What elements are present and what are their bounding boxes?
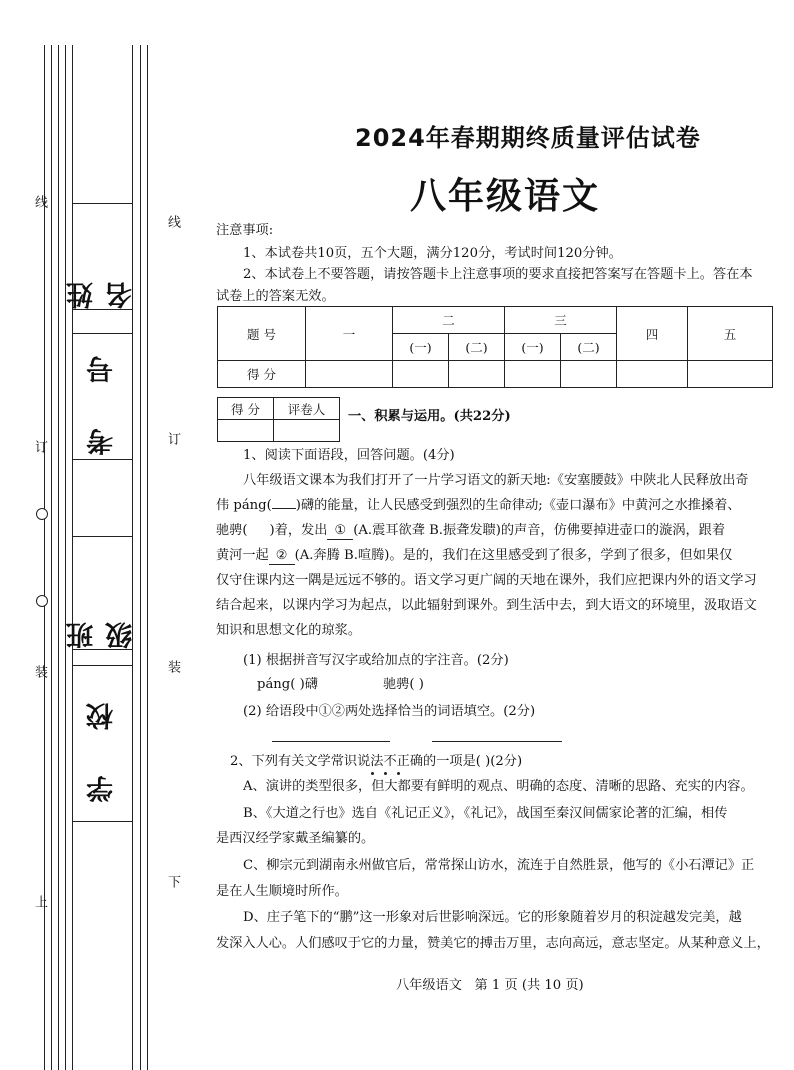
grader-score-cell[interactable]	[218, 420, 274, 442]
passage-line-4-a: 黄河一起	[216, 548, 269, 563]
option-a[interactable]: A、演讲的类型很多，但大都要有鲜明的观点、明确的态度、清晰的思路、充实的内容。	[243, 779, 754, 794]
answer-line-1[interactable]	[272, 741, 390, 742]
option-d-line-2[interactable]: 发深入人心。人们感叹于它的力量，赞美它的搏击万里，志向高远，意志坚定。从某种意义上，	[216, 936, 770, 951]
blank-1-marker: ①	[334, 523, 347, 538]
score-cell-3-2[interactable]	[561, 361, 617, 388]
sub-question-1-item-b[interactable]: 驰骋( )	[383, 677, 424, 692]
exam-number-field-label: 考 号	[86, 337, 118, 456]
class-field-label: 班 级	[67, 604, 137, 649]
passage-line-5: 仅守住课内这一隅是远远不够的。语文学习更广阔的天地在课外，我们应把课内外的语文学习	[216, 573, 757, 588]
school-field[interactable]	[72, 665, 133, 822]
school-field-label: 学 校	[86, 684, 118, 803]
option-c-line-1[interactable]: C、柳宗元到湖南永州做官后，常常探山访水，流连于自然胜景，他写的《小石潭记》正	[243, 858, 755, 873]
notice-item-1: 1、本试卷共10页，五个大题，满分120分，考试时间120分钟。	[243, 246, 622, 261]
binding-label-right-ding: 订	[165, 432, 180, 445]
binding-label-right-zhuang: 装	[165, 660, 180, 673]
score-cell-5[interactable]	[688, 361, 773, 388]
score-table-col-5: 五	[688, 307, 773, 361]
emphasis-dot-1	[371, 772, 374, 775]
exam-number-field[interactable]	[72, 333, 133, 460]
binding-label-left-zhuang: 装	[32, 665, 47, 678]
passage-line-3-d: (A.震耳欲聋 B.振聋发聩)的声音，仿佛要掉进壶口的漩涡，跟着	[353, 523, 726, 538]
name-field-label: 姓 名	[67, 264, 137, 309]
blank-2[interactable]	[269, 548, 295, 565]
grader-name-label: 评卷人	[274, 398, 340, 420]
pinyin-blank-1[interactable]	[272, 508, 296, 509]
passage-line-2-b: )礴的能量，让人民感受到强烈的生命律动;《壶口瀑布》中黄河之水推搡着、	[295, 498, 741, 513]
blank-1[interactable]	[327, 523, 353, 540]
passage-line-4	[216, 548, 732, 565]
binding-label-right-xia: 下	[165, 875, 180, 888]
page-footer: 八年级语文 第 1 页 (共 10 页)	[396, 978, 584, 993]
binding-line-2	[51, 45, 52, 1070]
option-d-line-1[interactable]: D、庄子笔下的“鹏”这一形象对后世影响深远。它的形象随着岁月的积淀越发完美，越	[243, 910, 742, 925]
score-cell-2-1[interactable]	[393, 361, 449, 388]
passage-line-7: 知识和思想文化的琼浆。	[216, 623, 362, 638]
passage-line-6: 结合起来，以课内学习为起点，以此辐射到课外。到生活中去，到大语文的环境里，汲取语文	[216, 598, 757, 613]
name-field[interactable]	[67, 203, 137, 310]
blank-2-marker: ②	[275, 548, 288, 563]
notice-item-2-line-2: 试卷上的答案无效。	[216, 289, 335, 304]
binding-line-8	[147, 45, 148, 1070]
answer-line-2[interactable]	[432, 741, 562, 742]
exam-title: 2024年春期期终质量评估试卷	[355, 124, 701, 152]
score-table-sub-3-2: (二)	[561, 334, 617, 361]
binding-hole-2	[36, 595, 48, 607]
grader-score-label: 得 分	[218, 398, 274, 420]
score-cell-2-2[interactable]	[449, 361, 505, 388]
passage-line-2-a: 伟 páng(	[216, 498, 272, 513]
binding-hole-1	[36, 508, 48, 520]
binding-label-left-line: 线	[32, 195, 47, 208]
passage-line-3-b: )着，发出	[269, 523, 328, 538]
question-1: 1、阅读下面语段，回答问题。(4分)	[243, 448, 455, 463]
grader-table	[217, 397, 340, 442]
score-table-sub-2-2: (二)	[449, 334, 505, 361]
score-table-col-2: 二	[393, 307, 505, 334]
notice-heading: 注意事项:	[216, 223, 274, 238]
score-table-sub-2-1: (一)	[393, 334, 449, 361]
option-c-line-2[interactable]: 是在人生顺境时所作。	[216, 884, 348, 899]
grader-name-cell[interactable]	[274, 420, 340, 442]
sub-question-2: (2) 给语段中①②两处选择恰当的词语填空。(2分)	[243, 704, 536, 719]
option-b-line-2[interactable]: 是西汉经学家戴圣编纂的。	[216, 831, 375, 846]
binding-label-left-ding: 订	[32, 440, 47, 453]
score-cell-4[interactable]	[617, 361, 688, 388]
score-table	[217, 306, 773, 388]
score-table-col-1: 一	[306, 307, 393, 361]
score-cell-3-1[interactable]	[505, 361, 561, 388]
section-1-heading: 一、积累与运用。(共22分)	[348, 409, 511, 424]
binding-label-right-line: 线	[165, 215, 180, 228]
option-b-line-1[interactable]: B、《大道之行也》选自《礼记正义》，《礼记》，战国至秦汉间儒家论著的汇编，相传	[243, 806, 728, 821]
score-table-header-question: 题 号	[218, 307, 306, 361]
passage-line-3-a: 驰骋(	[216, 523, 248, 538]
notice-item-2-line-1: 2、本试卷上不要答题，请按答题卡上注意事项的要求直接把答案写在答题卡上。答在本	[243, 267, 753, 282]
passage-line-4-c: (A.奔腾 B.喧腾)。是的，我们在这里感受到了很多，学到了很多，但如果仅	[294, 548, 733, 563]
passage-line-3	[216, 523, 725, 540]
score-cell-1[interactable]	[306, 361, 393, 388]
subject-title: 八年级语文	[410, 176, 601, 217]
score-table-col-3: 三	[505, 307, 617, 334]
emphasis-dot-2	[384, 772, 387, 775]
score-table-sub-3-1: (一)	[505, 334, 561, 361]
question-2: 2、下列有关文学常识说法不正确的一项是( )(2分)	[230, 754, 523, 769]
sub-question-1-item-a[interactable]: páng( )礴	[257, 677, 318, 692]
binding-line-3	[58, 45, 59, 1070]
score-table-col-4: 四	[617, 307, 688, 361]
emphasis-dot-3	[397, 772, 400, 775]
score-table-header-score: 得 分	[218, 361, 306, 388]
binding-label-left-shang: 上	[32, 895, 47, 908]
class-field[interactable]	[67, 536, 137, 650]
passage-line-1: 八年级语文课本为我们打开了一片学习语文的新天地:《安塞腰鼓》中陕北人民释放出奇	[243, 473, 749, 488]
passage-line-2	[216, 498, 741, 514]
sub-question-1: (1) 根据拼音写汉字或给加点的字注音。(2分)	[243, 653, 509, 668]
